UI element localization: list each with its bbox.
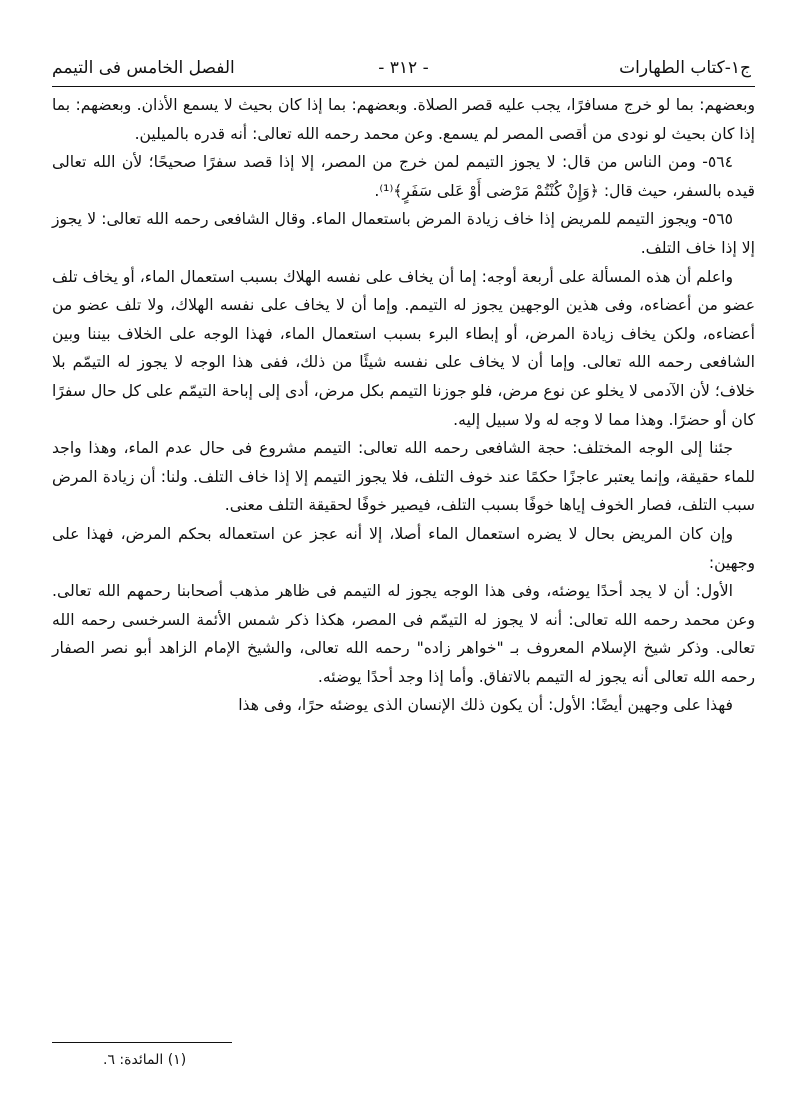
paragraph: واعلم أن هذه المسألة على أربعة أوجه: إما أن يخاف على نفسه الهلاك بسبب استعمال الماء، أو يخاف تلف عضو من أعضاءه، وفى هذين الوجهين يجوز له التيمم. وإما أن لا يخاف على نفسه الهلاك، ولا تلف عضو من أعضاءه، ولكن يخاف زيادة المرض، أو إبطاء البرء بسبب استعمال الماء، فهذا الوجه على الخلاف بيننا وبين الشافعى رحمه الله تعالى. وإما أن لا يخاف على نفسه شيئًا من ذلك، ففى هذا الوجه لا يجوز له التيمّم بلا خلاف؛ لأن الآدمى لا يخلو عن نوع مرض، فلو جوزنا التيمم بكل مرض، أدى إلى إباحة التيمّم على كل حال سفرًا كان أو حضرًا. وهذا مما لا وجه له ولا سبيل إليه. xyxy=(52,267,755,429)
paragraph: فهذا على وجهين أيضًا: الأول: أن يكون ذلك الإنسان الذى يوضئه حرًا، وفى هذا xyxy=(238,696,733,715)
header-page-number: - ٣١٢ - xyxy=(378,58,429,78)
footnote-text: (١) المائدة: ٦. xyxy=(103,1052,187,1068)
body-text xyxy=(52,91,755,720)
header-volume-book: ج١-كتاب الطهارات xyxy=(619,58,751,78)
document-page xyxy=(52,52,755,720)
footnote xyxy=(51,1052,811,1068)
paragraph-564: ٥٦٤- ومن الناس من قال: لا يجوز التيمم لمن خرج من المصر، إلا إذا قصد سفرًا صحيحًا؛ لأن الله تعالى قيده بالسفر، حيث قال: ﴿وَإِنْ كُنْتُمْ مَرْضى أَوْ عَلى سَفَرٍ﴾⁽¹⁾. xyxy=(52,153,755,200)
paragraph: جئنا إلى الوجه المختلف: حجة الشافعى رحمه الله تعالى: التيمم مشروع فى حال عدم الماء، وهذا واجد للماء حقيقة، وإنما يعتبر عاجزًا حكمًا عند خوف التلف، فلا يجوز التيمم إلا إذا خاف التلف. ولنا: أن زيادة المرض سبب التلف، فصار الخوف إياها خوفًا بسبب التلف، فيصير خوفًا لحقيقة التلف معنى. xyxy=(52,439,755,515)
running-header xyxy=(52,52,755,87)
paragraph: وإن كان المريض بحال لا يضره استعمال الماء أصلا، إلا أنه عجز عن استعماله بحكم المرض، فهذا على وجهين: xyxy=(52,524,755,572)
header-chapter-title: الفصل الخامس فى التيمم xyxy=(52,58,235,78)
paragraph: الأول: أن لا يجد أحدًا يوضئه، وفى هذا الوجه يجوز له التيمم فى ظاهر مذهب أصحابنا رحمهم الله تعالى. وعن محمد رحمه الله تعالى: أنه لا يجوز له التيمّم فى المصر، هكذا ذكر شمس الأئمة السرخسى رحمه الله تعالى. وذكر شيخ الإسلام المعروف بـ "خواهر زاده" رحمه الله تعالى، والشيخ الإمام الزاهد أبو نصر الصفار رحمه الله تعالى أنه يجوز له التيمم بالاتفاق. وأما إذا وجد أحدًا يوضئه. xyxy=(52,582,755,686)
footnote-separator xyxy=(52,1042,232,1043)
paragraph: وبعضهم: بما لو خرج مسافرًا، يجب عليه قصر الصلاة. وبعضهم: بما إذا كان بحيث لا يسمع الأذان. وبعضهم: بما إذا كان بحيث لو نودى من أقصى المصر لم يسمع. وعن محمد رحمه الله تعالى: أنه قدره بالميلين. xyxy=(52,96,755,143)
paragraph-565: ٥٦٥- ويجوز التيمم للمريض إذا خاف زيادة المرض باستعمال الماء. وقال الشافعى رحمه الله تعالى: لا يجوز إلا إذا خاف التلف. xyxy=(52,210,755,257)
